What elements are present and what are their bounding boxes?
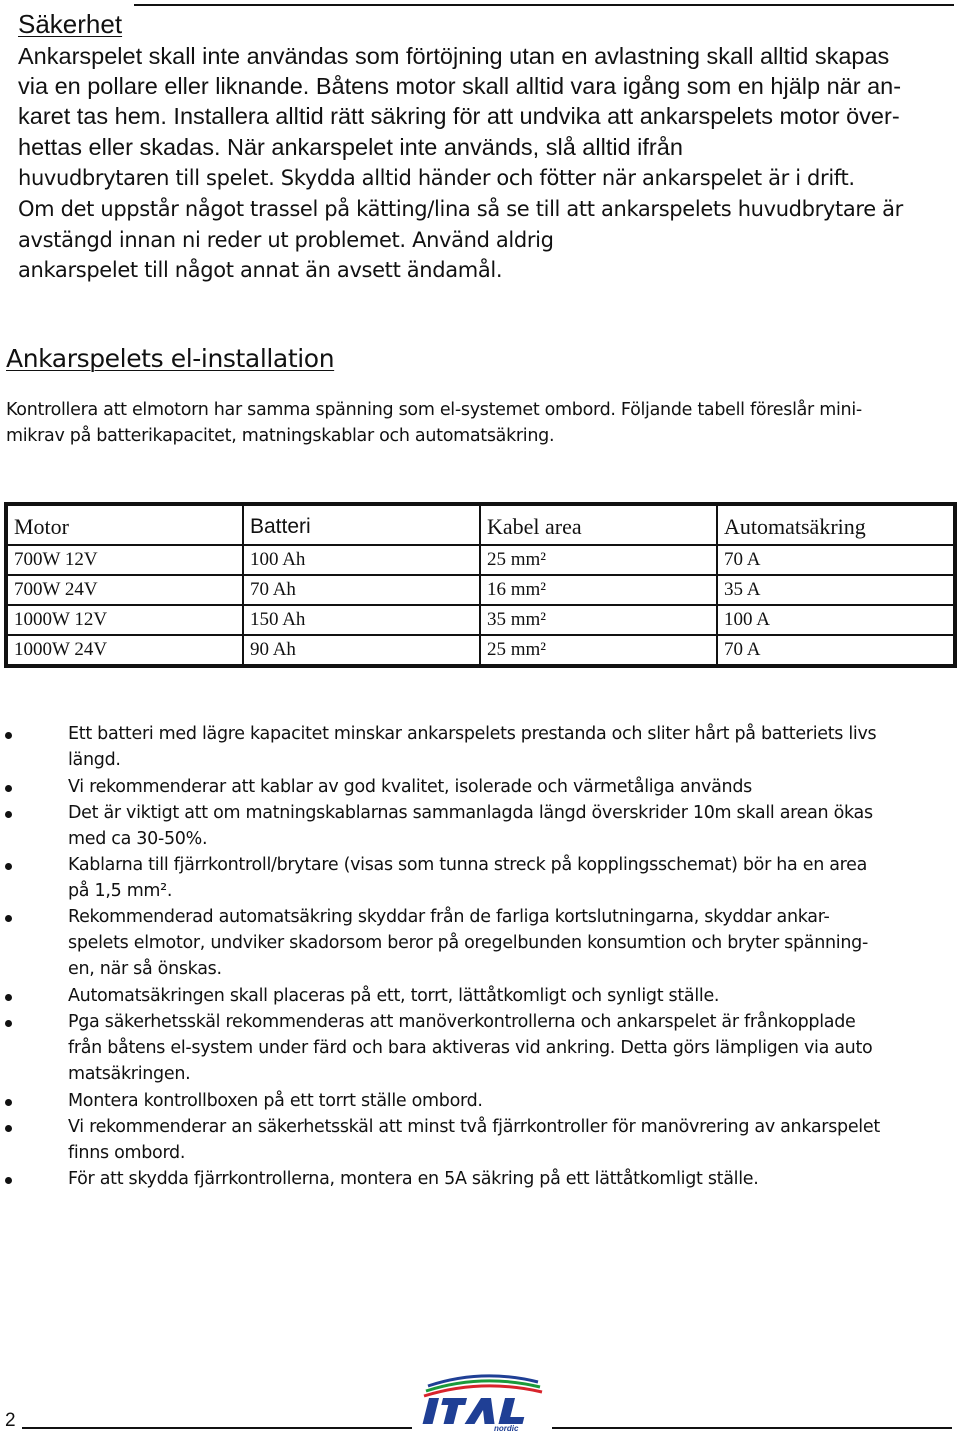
bullet-text: matsäkringen.: [68, 1064, 191, 1084]
bullet-text: finns ombord.: [68, 1143, 186, 1163]
cell-cable-area: 25 mm²: [480, 545, 717, 575]
bullet-dot-icon: [5, 732, 12, 739]
electrical-intro-line-1: Kontrollera att elmotorn har samma spänning som el-systemet ombord. Följande tabell föreslår mini-: [6, 400, 862, 420]
electrical-heading: Ankarspelets el-installation: [6, 344, 335, 373]
cell-motor: 700W 12V: [6, 545, 243, 575]
header-motor: Motor: [6, 504, 243, 545]
bullet-text: Ett batteri med lägre kapacitet minskar ankarspelets prestanda och sliter hårt på batteriets livs: [68, 724, 877, 744]
cell-battery: 90 Ah: [243, 635, 480, 666]
table-row: [6, 605, 955, 635]
bullet-dot-icon: [5, 994, 12, 1001]
safety-line-7: avstängd innan ni reder ut problemet. Använd aldrig: [18, 228, 554, 252]
safety-line-5: huvudbrytaren till spelet. Skydda alltid händer och fötter när ankarspelet är i drift.: [18, 166, 855, 190]
safety-line-4: hettas eller skadas. När ankarspelet inte används, slå alltid ifrån: [18, 134, 683, 160]
requirements-table: [4, 502, 957, 668]
table-row: [6, 545, 955, 575]
bullet-text: med ca 30-50%.: [68, 829, 208, 849]
bullet-text: Kablarna till fjärrkontroll/brytare (visas som tunna streck på kopplingsschemat) bör ha en area: [68, 855, 868, 875]
bullet-text: Vi rekommenderar an säkerhetsskäl att minst två fjärrkontroller för manövrering av ankarspelet: [68, 1117, 880, 1137]
ital-nordic-logo: [412, 1370, 552, 1432]
bullet-text: Pga säkerhetsskäl rekommenderas att manöverkontrollerna och ankarspelet är frånkopplade: [68, 1012, 856, 1032]
header-circuit-breaker: Automatsäkring: [717, 504, 955, 545]
cell-cable-area: 25 mm²: [480, 635, 717, 666]
cell-circuit-breaker: 70 A: [717, 545, 955, 575]
bullet-text: längd.: [68, 750, 121, 770]
page-number: 2: [5, 1410, 16, 1431]
electrical-intro-line-2: mikrav på batterikapacitet, matningskablar och automatsäkring.: [6, 426, 555, 446]
header-battery: Batteri: [243, 504, 480, 545]
table-header-row: [6, 504, 955, 545]
bullet-text: Rekommenderad automatsäkring skyddar från de farliga kortslutningarna, skyddar ankar-: [68, 907, 830, 927]
bullet-dot-icon: [5, 1020, 12, 1027]
cell-battery: 150 Ah: [243, 605, 480, 635]
cell-cable-area: 35 mm²: [480, 605, 717, 635]
bullet-text: Montera kontrollboxen på ett torrt ställe ombord.: [68, 1091, 483, 1111]
header-cable-area: Kabel area: [480, 504, 717, 545]
table-row: [6, 575, 955, 605]
cell-cable-area: 16 mm²: [480, 575, 717, 605]
bullet-text: Automatsäkringen skall placeras på ett, torrt, lättåtkomligt och synligt ställe.: [68, 986, 720, 1006]
bullet-dot-icon: [5, 1177, 12, 1184]
bullet-dot-icon: [5, 915, 12, 922]
top-rule: [134, 4, 954, 6]
bullet-text: Vi rekommenderar att kablar av god kvalitet, isolerade och värmetåliga används: [68, 777, 752, 797]
cell-battery: 70 Ah: [243, 575, 480, 605]
table-row: [6, 635, 955, 666]
bullet-text: från båtens el-system under färd och bara aktiveras vid ankring. Detta görs lämpligen via auto: [68, 1038, 873, 1058]
bullet-text: på 1,5 mm².: [68, 881, 173, 901]
bullet-dot-icon: [5, 1125, 12, 1132]
cell-circuit-breaker: 100 A: [717, 605, 955, 635]
safety-line-3: karet tas hem. Installera alltid rätt säkring för att undvika att ankarspelets motor över-: [18, 103, 900, 129]
safety-line-1: Ankarspelet skall inte användas som förtöjning utan en avlastning skall alltid skapas: [18, 43, 890, 69]
cell-circuit-breaker: 70 A: [717, 635, 955, 666]
bullet-text: Det är viktigt att om matningskablarnas sammanlagda längd överskrider 10m skall arean ökas: [68, 803, 873, 823]
cell-motor: 700W 24V: [6, 575, 243, 605]
safety-line-8: ankarspelet till något annat än avsett ändamål.: [18, 258, 503, 282]
bullet-dot-icon: [5, 811, 12, 818]
cell-motor: 1000W 24V: [6, 635, 243, 666]
bullet-text: För att skydda fjärrkontrollerna, montera en 5A säkring på ett lättåtkomligt ställe.: [68, 1169, 759, 1189]
cell-motor: 1000W 12V: [6, 605, 243, 635]
logo-subtext: nordic: [494, 1424, 519, 1432]
safety-line-6: Om det uppstår något trassel på kätting/lina så se till att ankarspelets huvudbrytare är: [18, 197, 903, 221]
bullet-text: spelets elmotor, undviker skadorsom beror på oregelbunden konsumtion och bryter spänning-: [68, 933, 868, 953]
bullet-dot-icon: [5, 1099, 12, 1106]
safety-heading: Säkerhet: [18, 9, 123, 39]
bullet-dot-icon: [5, 863, 12, 870]
cell-circuit-breaker: 35 A: [717, 575, 955, 605]
bullet-dot-icon: [5, 785, 12, 792]
bullet-text: en, när så önskas.: [68, 959, 222, 979]
safety-line-2: via en pollare eller liknande. Båtens motor skall alltid vara igång som en hjälp när an-: [18, 73, 902, 99]
cell-battery: 100 Ah: [243, 545, 480, 575]
